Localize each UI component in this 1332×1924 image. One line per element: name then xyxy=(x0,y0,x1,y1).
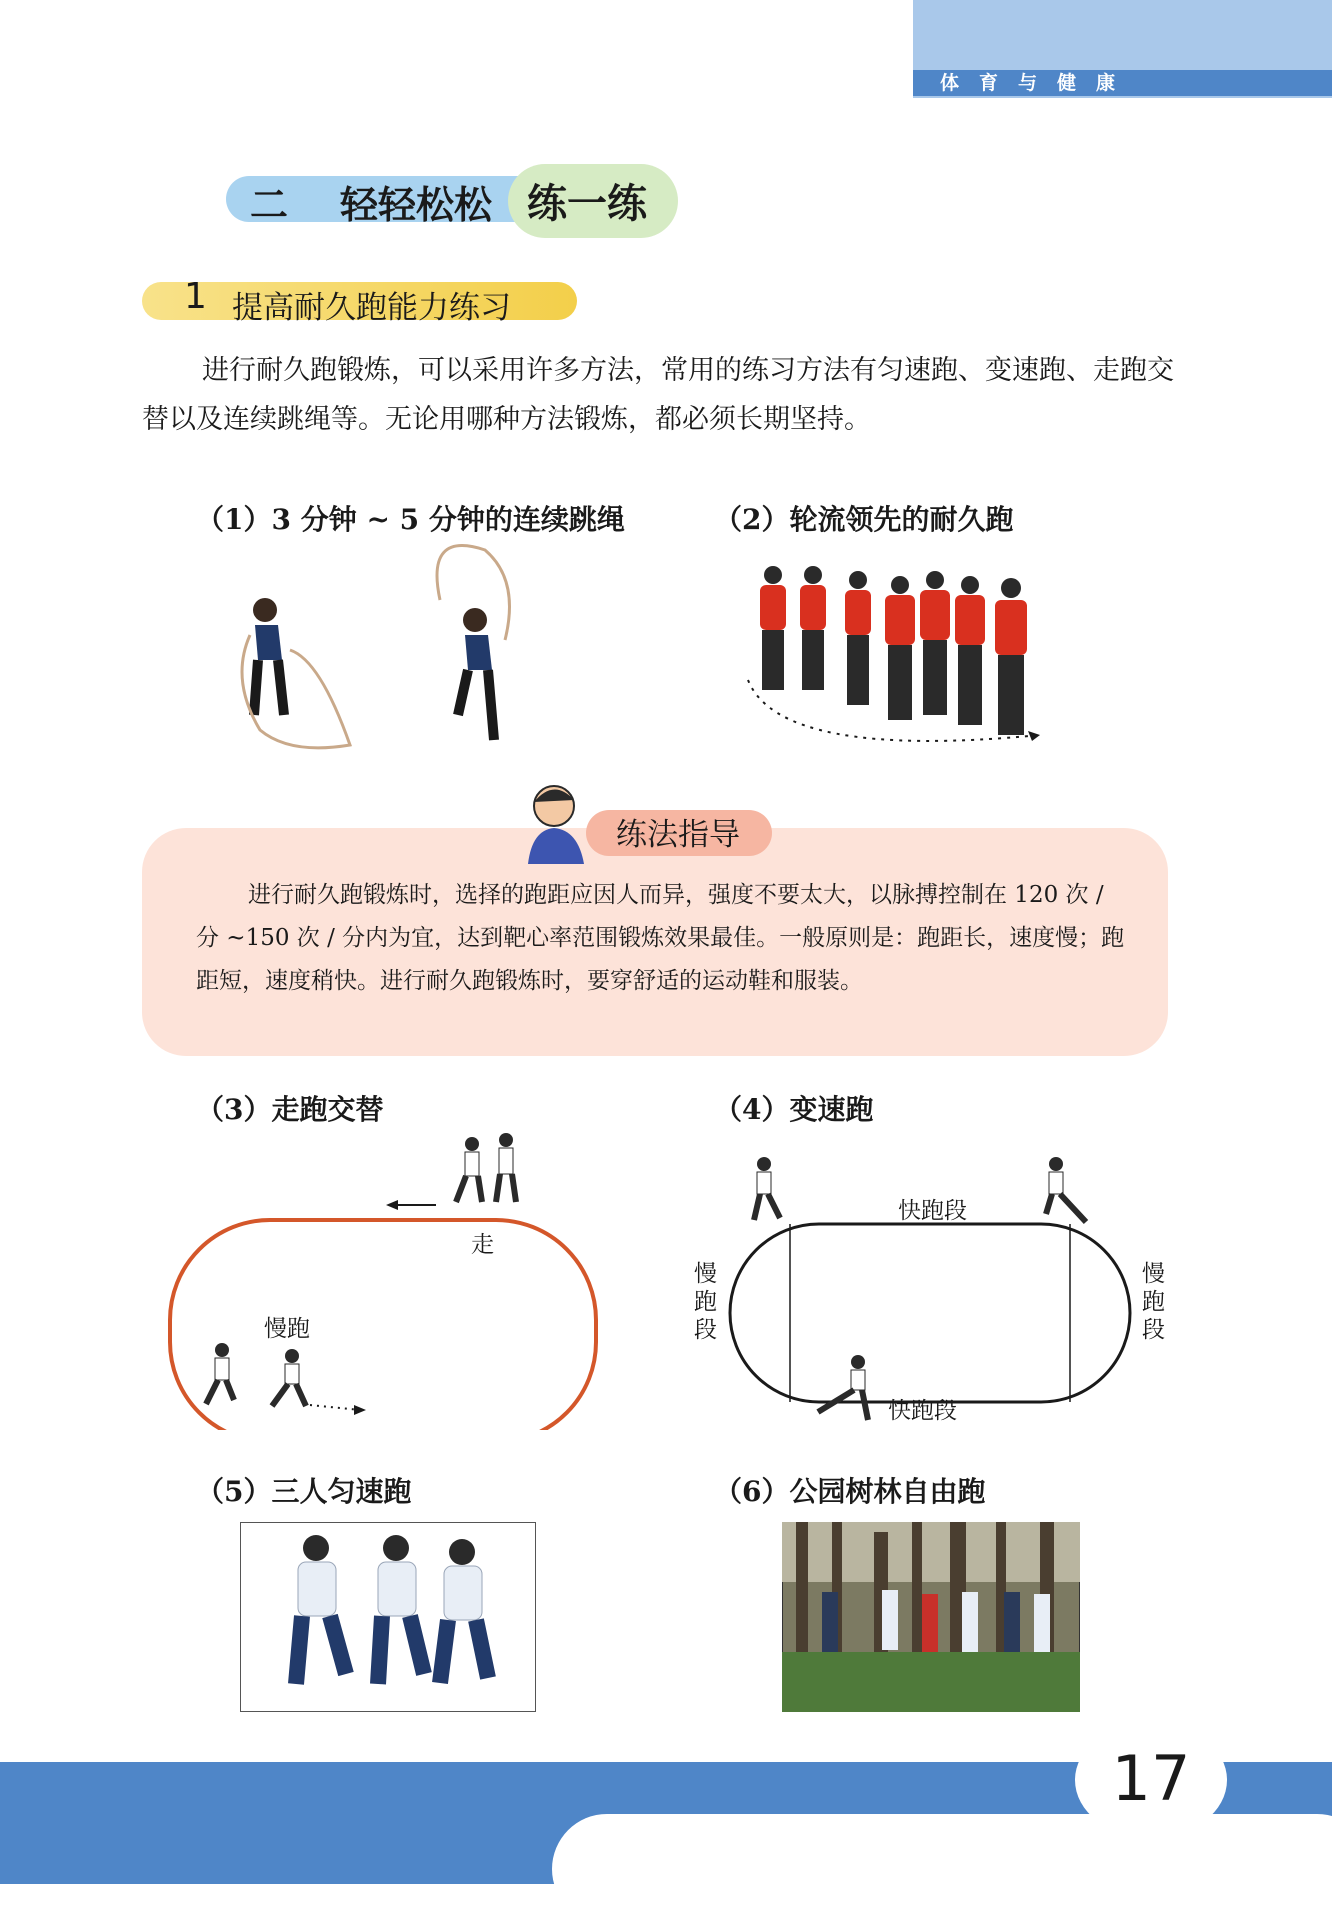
exercise-label-2: （2）轮流领先的耐久跑 xyxy=(714,503,1014,536)
exercise-label-5: （5）三人匀速跑 xyxy=(196,1475,412,1508)
guide-text: 进行耐久跑锻炼时，选择的跑距应因人而异，强度不要太大，以脉搏控制在 120 次 / 分 ~150 次 / 分内为宜，达到靶心率范围锻炼效果最佳。一般原则是：跑距长，速度慢；跑距短，速度稍快。进行耐久跑锻炼时，要穿舒适的运动鞋和服装。 xyxy=(196,882,1125,994)
subsection-number: 1 xyxy=(184,276,207,317)
walkers-figure xyxy=(456,1133,516,1202)
slow-run-label-left: 慢跑段 xyxy=(694,1261,717,1343)
exercise-label-6: （6）公园树林自由跑 xyxy=(714,1475,986,1508)
section-number: 二 xyxy=(250,183,289,227)
fast-run-label-top: 快跑段 xyxy=(898,1198,967,1224)
intro-paragraph: 进行耐久跑锻炼，可以采用许多方法，常用的练习方法有匀速跑、变速跑、走跑交替以及连续跳绳等。无论用哪种方法锻炼，都必须长期坚持。 xyxy=(142,355,1174,435)
jump-rope-illustration xyxy=(220,540,560,760)
exercise-label-4: （4）变速跑 xyxy=(714,1093,874,1126)
page-number: 17 xyxy=(1111,1742,1191,1815)
jumper-figure-1 xyxy=(242,598,350,748)
runners-figure xyxy=(206,1343,306,1406)
section-subtitle: 练一练 xyxy=(527,181,647,227)
exercise-label-3: （3）走跑交替 xyxy=(196,1093,384,1126)
exercise-label-1: （1）3 分钟 ~ 5 分钟的连续跳绳 xyxy=(196,503,625,536)
slow-run-label-right: 慢跑段 xyxy=(1142,1261,1165,1343)
footer-white-shape xyxy=(552,1814,1332,1924)
slow-run-label: 慢跑 xyxy=(264,1316,310,1342)
walk-label: 走 xyxy=(471,1232,494,1258)
three-runners-photo xyxy=(240,1522,536,1712)
guide-title: 练法指导 xyxy=(616,817,740,853)
grass xyxy=(782,1652,1080,1712)
section-title: 轻轻松松 xyxy=(340,183,493,227)
subsection-title: 提高耐久跑能力练习 xyxy=(232,290,511,326)
walk-run-track-diagram xyxy=(160,1120,620,1430)
rotating-lead-illustration xyxy=(740,560,1080,770)
boy-mascot-illustration xyxy=(524,780,590,864)
jumper-figure-2 xyxy=(437,546,510,740)
fast-run-label-bottom: 快跑段 xyxy=(888,1398,957,1424)
forest-run-photo xyxy=(782,1522,1080,1712)
header-subject: 体育与健康 xyxy=(940,72,1136,94)
